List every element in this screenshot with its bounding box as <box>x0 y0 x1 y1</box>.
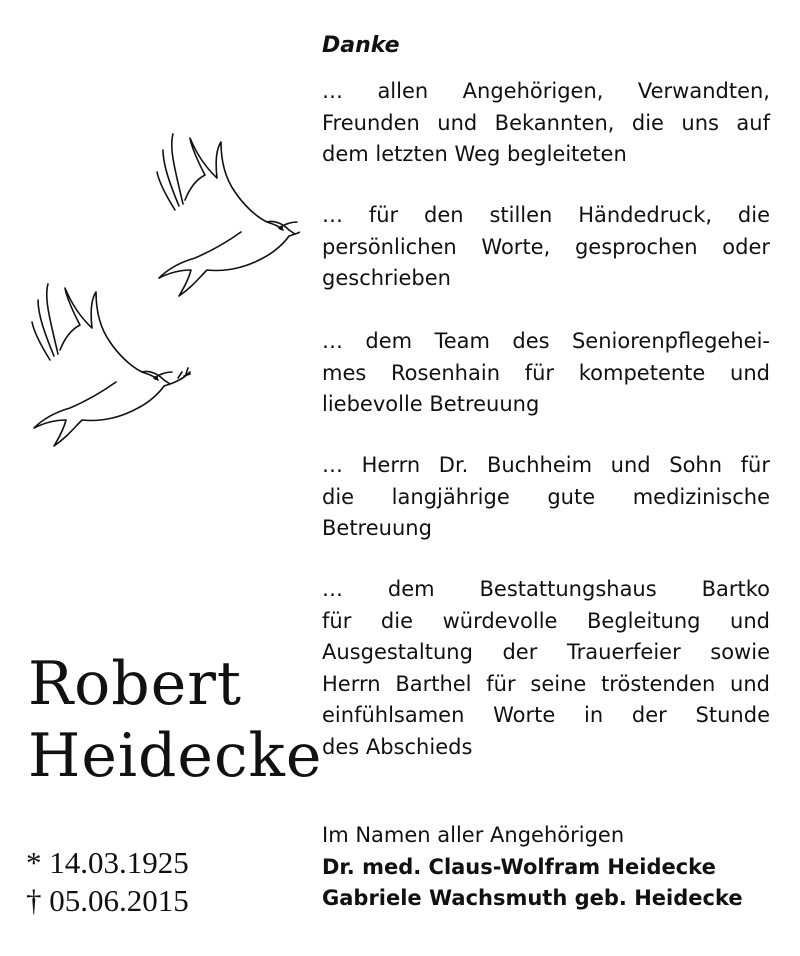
thanks-paragraph <box>322 76 770 171</box>
death-date: † 05.06.2015 <box>26 883 189 918</box>
birth-date: * 14.03.1925 <box>26 845 189 880</box>
thanks-paragraph <box>322 574 770 763</box>
signature-intro: Im Namen aller Angehörigen <box>322 823 625 847</box>
paragraph-line: einfühlsamen Worte in der Stunde <box>322 703 770 727</box>
paragraph-line: persönlichen Worte, gesprochen oder <box>322 234 770 259</box>
signature-name: Dr. med. Claus-Wolfram Heidecke <box>322 854 716 879</box>
paragraph-line: geschrieben <box>322 266 451 290</box>
paragraph-line: die langjährige gute medizinische <box>322 484 770 509</box>
doves-illustration <box>30 130 300 450</box>
paragraph-line: dem letzten Weg begleiteten <box>322 142 627 166</box>
paragraph-line: mes Rosenhain für kompetente und <box>322 360 770 385</box>
signature-block <box>322 820 743 915</box>
paragraph-line: für die würdevolle Begleitung und <box>322 608 770 633</box>
dove-icon <box>157 134 300 296</box>
thanks-paragraph <box>322 450 770 545</box>
paragraph-line: … dem Bestattungshaus Bartko <box>322 577 770 601</box>
dove-icon <box>32 284 190 446</box>
paragraph-line: liebevolle Betreuung <box>322 392 540 416</box>
paragraph-line: … dem Team des Seniorenpflegehei- <box>322 329 770 353</box>
paragraph-line: … Herrn Dr. Buchheim und Sohn für <box>322 453 770 477</box>
paragraph-line: Herrn Barthel für seine tröstenden und <box>322 671 770 696</box>
paragraph-line: Freunden und Bekannten, die uns auf <box>322 110 770 135</box>
deceased-last-name: Heidecke <box>28 721 323 791</box>
deceased-first-name: Robert <box>28 649 243 719</box>
thanks-heading: Danke <box>322 33 400 58</box>
signature-name: Gabriele Wachsmuth geb. Heidecke <box>322 886 743 910</box>
paragraph-line: Ausgestaltung der Trauerfeier sowie <box>322 640 770 664</box>
thanks-paragraph <box>322 200 770 295</box>
thanks-paragraph <box>322 326 770 421</box>
paragraph-line: … allen Angehörigen, Verwandten, <box>322 79 770 103</box>
paragraph-line: Betreuung <box>322 516 432 540</box>
paragraph-line: … für den stillen Händedruck, die <box>322 203 770 227</box>
paragraph-line: des Abschieds <box>322 734 473 759</box>
